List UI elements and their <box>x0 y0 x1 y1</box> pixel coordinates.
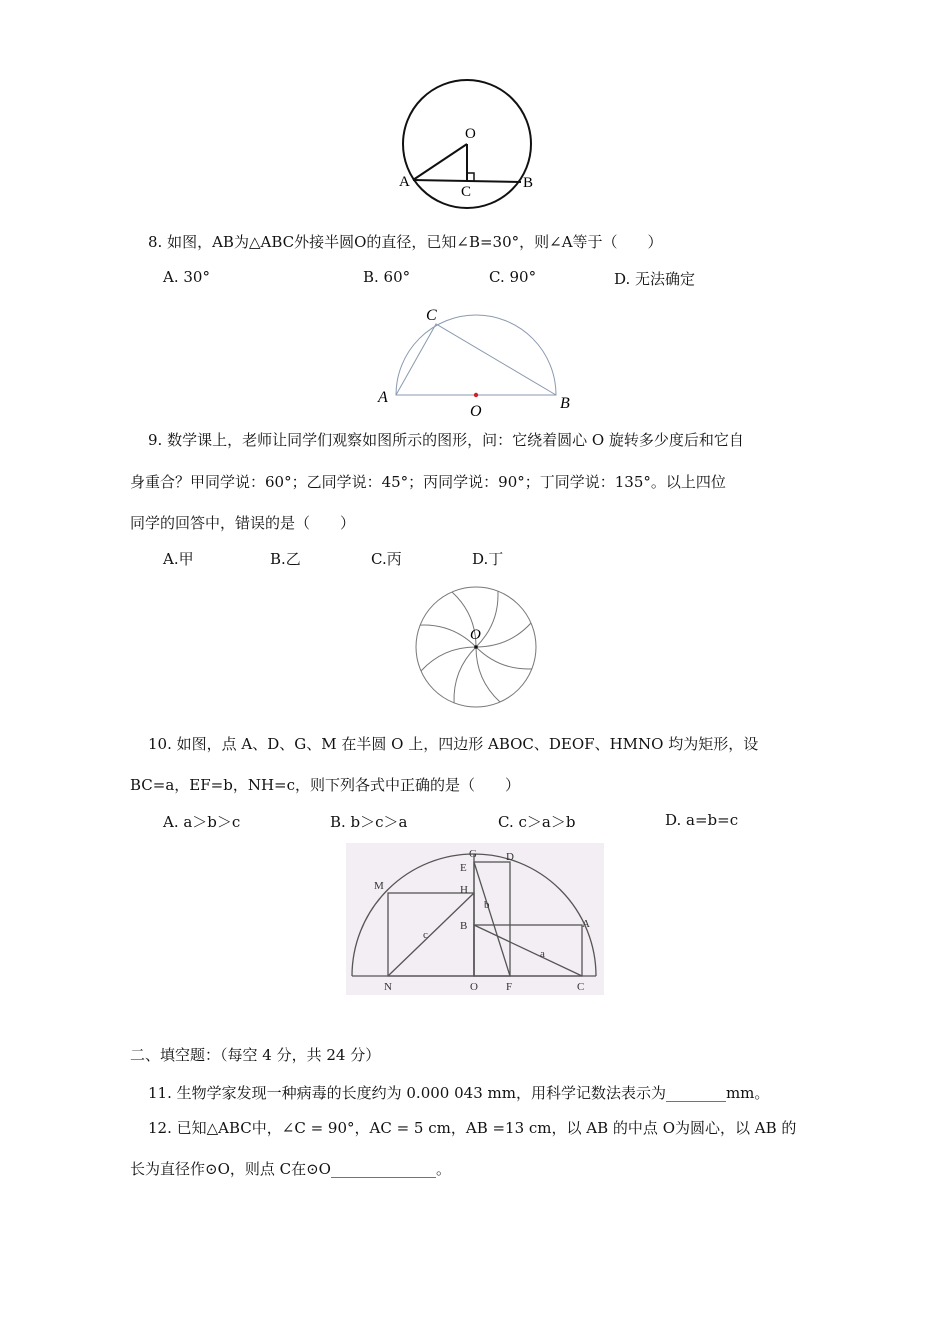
q8-option-c[interactable]: C. 90° <box>489 268 537 286</box>
label-c: C <box>426 307 437 324</box>
q10-line2: BC=a，EF=b，NH=c，则下列各式中正确的是（ ） <box>130 776 520 794</box>
label-o: O <box>470 627 481 643</box>
label-c: C <box>577 981 585 993</box>
figure-circle-chord <box>395 72 545 212</box>
label-g: G <box>469 848 477 860</box>
label-seg-b: b <box>484 899 490 911</box>
label-b: B <box>560 395 570 412</box>
question-12-line2: 长为直径作⊙O，则点 C在⊙O______________。 <box>130 1160 451 1178</box>
q9-option-b[interactable]: B.乙 <box>270 550 301 568</box>
label-o: O <box>470 403 482 420</box>
label-b: B <box>523 175 534 191</box>
label-o: O <box>470 981 478 993</box>
q8-number: 8. <box>148 233 163 251</box>
q9-option-d[interactable]: D.丁 <box>472 550 504 568</box>
label-m: M <box>374 880 384 892</box>
q9-number: 9. <box>148 431 163 449</box>
question-11: 11. 生物学家发现一种病毒的长度约为 0.000 043 mm，用科学记数法表示为________mm。 <box>148 1084 770 1102</box>
q8-option-a[interactable]: A. 30° <box>163 268 210 286</box>
q8-option-d[interactable]: D. 无法确定 <box>614 270 696 288</box>
label-b: B <box>460 920 468 932</box>
label-h: H <box>460 884 468 896</box>
q10-option-a[interactable]: A. a＞b＞c <box>163 813 241 831</box>
question-10-line1 <box>148 733 758 754</box>
label-n: N <box>384 981 392 993</box>
q10-number: 10. <box>148 735 172 753</box>
q9-option-c[interactable]: C.丙 <box>371 550 402 568</box>
q10-option-d[interactable]: D. a=b=c <box>665 811 739 829</box>
label-c: C <box>461 184 472 200</box>
label-a: A <box>378 389 388 406</box>
figure-pinwheel-circle <box>412 584 542 714</box>
label-e: E <box>460 862 467 874</box>
question-8 <box>148 231 663 252</box>
q9-line3: 同学的回答中，错误的是（ ） <box>130 514 356 532</box>
label-d: D <box>506 851 514 863</box>
section-2-title: 二、填空题：（每空 4 分，共 24 分） <box>130 1046 381 1064</box>
q8-text: 如图，AB为△ABC外接半圆O的直径，已知∠B=30°，则∠A等于（ ） <box>167 233 663 251</box>
question-9-line1 <box>148 429 744 450</box>
q10-option-c[interactable]: C. c＞a＞b <box>498 813 576 831</box>
label-a: A <box>582 918 590 930</box>
label-seg-a: a <box>540 948 545 960</box>
q9-line2: 身重合？甲同学说：60°；乙同学说：45°；丙同学说：90°；丁同学说：135°。以上四位 <box>130 473 726 491</box>
q10-option-b[interactable]: B. b＞c＞a <box>330 813 408 831</box>
q9-line1: 数学课上，老师让同学们观察如图所示的图形，问：它绕着圆心 O 旋转多少度后和它自 <box>167 431 744 449</box>
label-f: F <box>506 981 513 993</box>
figure-semicircle-triangle <box>370 302 580 420</box>
label-a: A <box>399 174 410 190</box>
label-seg-c: c <box>423 929 428 941</box>
q8-option-b[interactable]: B. 60° <box>363 268 411 286</box>
q10-line1: 如图，点 A、D、G、M 在半圆 O 上，四边形 ABOC、DEOF、HMNO 均为矩形，设 <box>176 735 759 753</box>
question-12-line1: 12. 已知△ABC中，∠C = 90°，AC = 5 cm，AB =13 cm，以 AB 的中点 O为圆心，以 AB 的 <box>148 1119 797 1137</box>
label-o: O <box>465 126 476 142</box>
q9-option-a[interactable]: A.甲 <box>163 550 194 568</box>
figure-semicircle-rectangles <box>346 843 604 995</box>
